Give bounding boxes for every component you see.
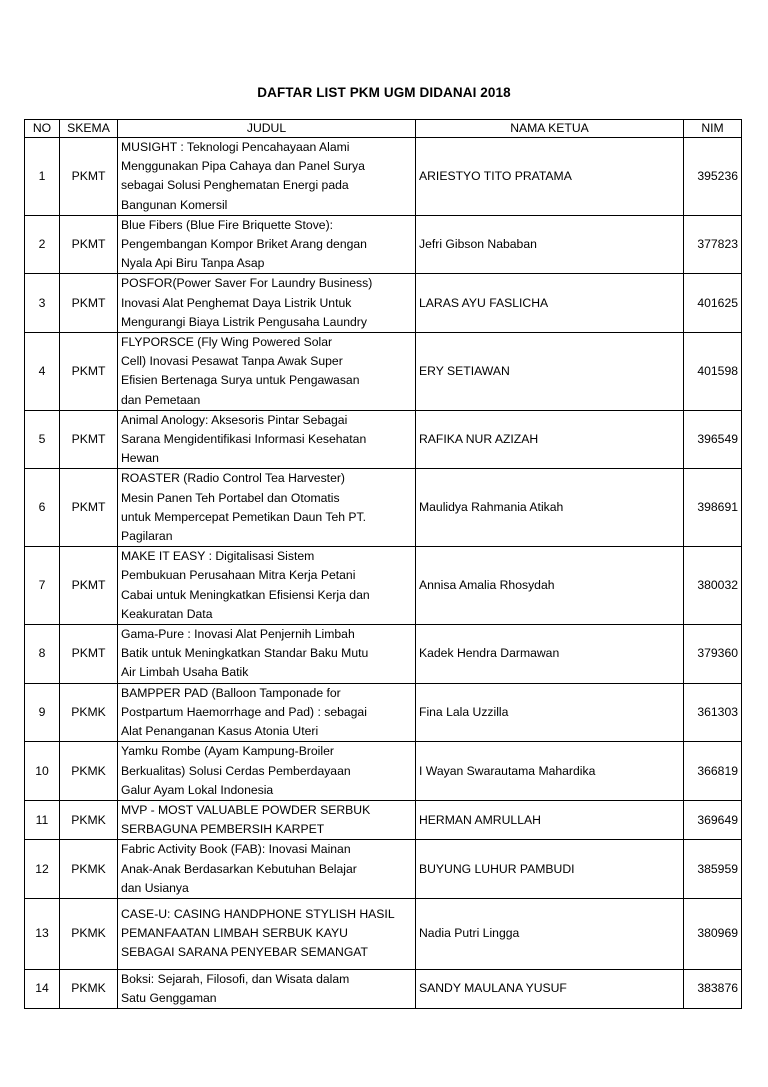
judul-line: untuk Mempercepat Pemetikan Daun Teh PT. (121, 509, 367, 524)
judul-line: FLYPORSCE (Fly Wing Powered Solar (121, 335, 333, 350)
judul-line: PEMANFAATAN LIMBAH SERBUK KAYU (121, 926, 348, 941)
row-skema: PKMT (60, 333, 118, 411)
row-judul (118, 410, 416, 469)
header-nama-ketua: NAMA KETUA (416, 120, 684, 138)
row-number: 14 (25, 969, 60, 1008)
judul-line: Efisien Bertenaga Surya untuk Pengawasan (121, 373, 360, 388)
row-number: 1 (25, 138, 60, 216)
judul-line: Anak-Anak Berdasarkan Kebutuhan Belajar (121, 861, 357, 876)
judul-line: Sarana Mengidentifikasi Informasi Kesehatan (121, 432, 367, 447)
row-nim: 398691 (684, 469, 742, 547)
row-skema: PKMK (60, 742, 118, 801)
row-nama-ketua: Nadia Putri Lingga (416, 898, 684, 969)
judul-line: MVP - MOST VALUABLE POWDER SERBUK (121, 802, 371, 817)
table-row (25, 469, 742, 547)
judul-line: Gama-Pure : Inovasi Alat Penjernih Limbah (121, 627, 355, 642)
row-judul (118, 333, 416, 411)
table-row (25, 333, 742, 411)
judul-line: Mesin Panen Teh Portabel dan Otomatis (121, 490, 340, 505)
row-judul (118, 969, 416, 1008)
table-row (25, 898, 742, 969)
row-nama-ketua: I Wayan Swarautama Mahardika (416, 742, 684, 801)
row-nim: 380032 (684, 547, 742, 625)
judul-line: ROASTER (Radio Control Tea Harvester) (121, 471, 345, 486)
row-number: 8 (25, 625, 60, 684)
row-nim: 383876 (684, 969, 742, 1008)
row-number: 2 (25, 215, 60, 274)
row-skema: PKMK (60, 840, 118, 899)
table-body (25, 138, 742, 1009)
judul-line: Pagilaran (121, 529, 173, 544)
row-nama-ketua: Maulidya Rahmania Atikah (416, 469, 684, 547)
row-nama-ketua: Fina Lala Uzzilla (416, 683, 684, 742)
row-nim: 401598 (684, 333, 742, 411)
table-row (25, 800, 742, 839)
row-skema: PKMT (60, 469, 118, 547)
table-row (25, 969, 742, 1008)
judul-line: dan Usianya (121, 880, 189, 895)
judul-line: Air Limbah Usaha Batik (121, 665, 249, 680)
row-number: 3 (25, 274, 60, 333)
judul-line: Fabric Activity Book (FAB): Inovasi Mainan (121, 842, 351, 857)
row-skema: PKMT (60, 625, 118, 684)
row-nim: 369649 (684, 800, 742, 839)
row-skema: PKMK (60, 683, 118, 742)
row-skema: PKMT (60, 215, 118, 274)
row-number: 4 (25, 333, 60, 411)
row-skema: PKMK (60, 800, 118, 839)
judul-line: Mengurangi Biaya Listrik Pengusaha Laundry (121, 314, 367, 329)
row-judul (118, 469, 416, 547)
judul-line: Cell) Inovasi Pesawat Tanpa Awak Super (121, 354, 343, 369)
row-nama-ketua: ERY SETIAWAN (416, 333, 684, 411)
row-nim: 379360 (684, 625, 742, 684)
judul-line: Batik untuk Meningkatkan Standar Baku Mutu (121, 646, 369, 661)
row-nim: 401625 (684, 274, 742, 333)
row-nama-ketua: Annisa Amalia Rhosydah (416, 547, 684, 625)
row-judul (118, 840, 416, 899)
judul-line: Pengembangan Kompor Briket Arang dengan (121, 237, 367, 252)
row-nim: 361303 (684, 683, 742, 742)
page-title: DAFTAR LIST PKM UGM DIDANAI 2018 (257, 85, 511, 100)
row-nim: 366819 (684, 742, 742, 801)
judul-line: Galur Ayam Lokal Indonesia (121, 782, 274, 797)
judul-line: POSFOR(Power Saver For Laundry Business) (121, 276, 373, 291)
judul-line: MUSIGHT : Teknologi Pencahayaan Alami (121, 140, 350, 154)
header-no: NO (25, 120, 60, 138)
row-nama-ketua: Jefri Gibson Nababan (416, 215, 684, 274)
table-row (25, 274, 742, 333)
row-judul (118, 215, 416, 274)
header-judul: JUDUL (118, 120, 416, 138)
judul-line: Inovasi Alat Penghemat Daya Listrik Untuk (121, 295, 352, 310)
row-number: 7 (25, 547, 60, 625)
judul-line: sebagai Solusi Penghematan Energi pada (121, 178, 349, 193)
row-number: 5 (25, 410, 60, 469)
row-nim: 396549 (684, 410, 742, 469)
table-row (25, 215, 742, 274)
table-row (25, 683, 742, 742)
judul-line: Postpartum Haemorrhage and Pad) : sebagai (121, 704, 367, 719)
judul-line: Cabai untuk Meningkatkan Efisiensi Kerja dan (121, 587, 370, 602)
row-judul (118, 898, 416, 969)
judul-line: Boksi: Sejarah, Filosofi, dan Wisata dalam (121, 971, 350, 986)
table-row (25, 138, 742, 216)
row-nama-ketua: ARIESTYO TITO PRATAMA (416, 138, 684, 216)
judul-line: Alat Penanganan Kasus Atonia Uteri (121, 724, 319, 739)
row-judul (118, 742, 416, 801)
row-judul (118, 274, 416, 333)
table-row (25, 742, 742, 801)
judul-line: Pembukuan Perusahaan Mitra Kerja Petani (121, 568, 356, 583)
pkm-table (24, 119, 742, 1009)
row-nama-ketua: RAFIKA NUR AZIZAH (416, 410, 684, 469)
judul-line: Animal Anology: Aksesoris Pintar Sebagai (121, 412, 348, 427)
judul-line: Bangunan Komersil (121, 197, 228, 212)
row-skema: PKMK (60, 969, 118, 1008)
header-nim: NIM (684, 120, 742, 138)
row-judul (118, 683, 416, 742)
row-nim: 395236 (684, 138, 742, 216)
judul-line: SERBAGUNA PEMBERSIH KARPET (121, 822, 325, 837)
row-skema: PKMT (60, 410, 118, 469)
row-number: 6 (25, 469, 60, 547)
row-judul (118, 138, 416, 216)
table-row (25, 410, 742, 469)
row-number: 13 (25, 898, 60, 969)
judul-line: Satu Genggaman (121, 990, 217, 1005)
row-nama-ketua: LARAS AYU FASLICHA (416, 274, 684, 333)
row-nama-ketua: HERMAN AMRULLAH (416, 800, 684, 839)
table-row (25, 547, 742, 625)
table-header-row (25, 120, 742, 138)
judul-line: SEBAGAI SARANA PENYEBAR SEMANGAT (121, 945, 368, 960)
table-row (25, 625, 742, 684)
row-judul (118, 547, 416, 625)
row-skema: PKMT (60, 274, 118, 333)
row-skema: PKMT (60, 547, 118, 625)
row-skema: PKMK (60, 898, 118, 969)
judul-line: Nyala Api Biru Tanpa Asap (121, 256, 265, 271)
judul-line: dan Pemetaan (121, 392, 201, 407)
judul-line: Hewan (121, 451, 159, 466)
row-skema: PKMT (60, 138, 118, 216)
judul-line: Blue Fibers (Blue Fire Briquette Stove): (121, 217, 334, 232)
row-number: 9 (25, 683, 60, 742)
row-nama-ketua: Kadek Hendra Darmawan (416, 625, 684, 684)
judul-line: CASE-U: CASING HANDPHONE STYLISH HASIL (121, 906, 395, 921)
row-judul (118, 625, 416, 684)
table-row (25, 840, 742, 899)
row-nim: 377823 (684, 215, 742, 274)
row-number: 12 (25, 840, 60, 899)
row-number: 10 (25, 742, 60, 801)
row-nama-ketua: SANDY MAULANA YUSUF (416, 969, 684, 1008)
row-number: 11 (25, 800, 60, 839)
judul-line: Menggunakan Pipa Cahaya dan Panel Surya (121, 159, 365, 174)
judul-line: Berkualitas) Solusi Cerdas Pemberdayaan (121, 763, 351, 778)
judul-line: Yamku Rombe (Ayam Kampung-Broiler (121, 744, 334, 759)
judul-line: MAKE IT EASY : Digitalisasi Sistem (121, 549, 315, 564)
row-nim: 380969 (684, 898, 742, 969)
row-nama-ketua: BUYUNG LUHUR PAMBUDI (416, 840, 684, 899)
row-judul (118, 800, 416, 839)
judul-line: BAMPPER PAD (Balloon Tamponade for (121, 685, 341, 700)
header-skema: SKEMA (60, 120, 118, 138)
judul-line: Keakuratan Data (121, 606, 213, 621)
row-nim: 385959 (684, 840, 742, 899)
